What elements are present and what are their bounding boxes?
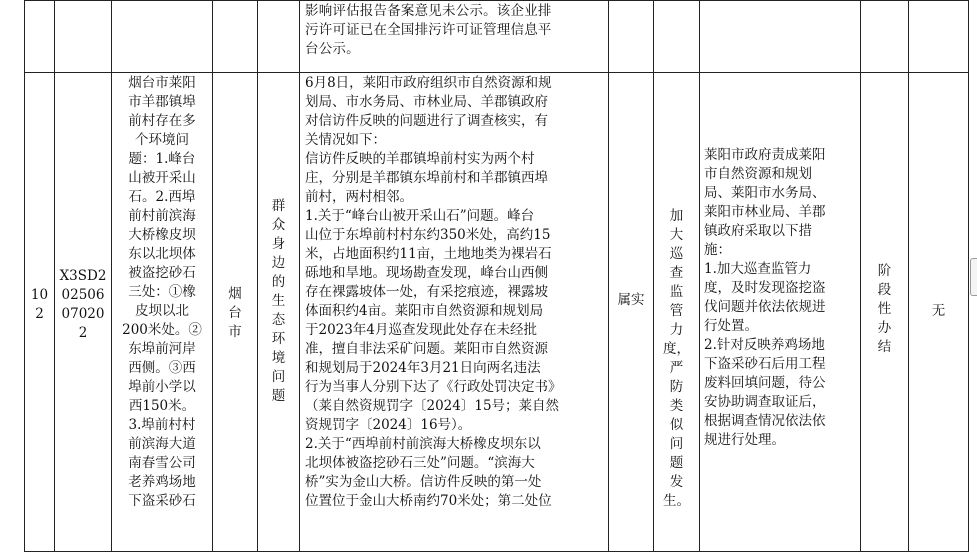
column-divider [608,0,609,552]
row-divider [24,72,969,73]
column-divider [699,0,700,552]
complaint-code: X3SD2 02506 07020 2 [59,268,107,341]
table-bottom-edge [24,551,969,552]
column-divider [908,0,909,552]
issue-category: 群 众 身 边 的 生 态 环 境 问 题 [271,198,286,404]
table-top-border [24,0,969,1]
column-divider [968,0,969,552]
column-divider [299,0,300,552]
column-divider [24,0,25,552]
column-divider [111,0,112,552]
investigation-details: 6月8日，莱阳市政府组织市自然资源和规 划局、市水务局、市林业局、羊郡镇政府 对信访件反映的问题进行了调查核实，有 关情况如下： 信访件反映的羊郡镇埠前村实为两个村 庄，分别是羊郡镇东埠前村和羊郡镇西埠 前村，两村相邻。 1.关于“峰台山被开采山石”问题。峰台 山位于东埠前村村东约350米处，高约15 米，占地面积约11亩，土地地类为裸岩石 砾地和旱地。现场勘查发现，峰台山西侧 存在裸露坡体一处，有采挖痕迹，裸露坡 体面积约4亩。莱阳市自然资源和规划局 于2023年4月巡查发现此处存在未经批 准，擅自非法采矿问题。莱阳市自然资源 和规划局于2024年3月21日向两名违法 行为当事人分别下达了《行政处罚决定书》 （莱自然资规罚字〔2024〕15号；莱自然 资规罚字〔2024〕16号）。 2.关于“西埠前村前滨海大桥橡皮坝东以 北坝体被盗挖砂石三处”问题。“滨海大 桥”实为金山大桥。信访件反映的第一处 位置位于金山大桥南约70米处；第二处位 [305,75,562,509]
remark: 无 [931,303,946,319]
region: 烟 台 市 [228,286,242,340]
accountability-measures: 莱阳市政府责成莱阳 市自然资源和规划 局、莱阳市水务局、 莱阳市林业局、羊郡 镇政府采取以下措 施： 1.加大巡查监管力 度，及时发现盗挖盗 伐问题并依法依规进 行处置。 2.针对反映养鸡场地 下盗采砂石后用工程 废料回填问题，待公 安协助调查取证后， 根据调查情况依法依 规进行处理。 [704,147,826,448]
handling-status: 阶 段 性 办 结 [877,263,892,355]
finding-result: 属实 [617,292,645,308]
column-divider [212,0,213,552]
row-index: 10 2 [30,287,49,322]
side-scroll-tab[interactable] [970,258,977,296]
prev-row-content: 影响评估报告备案意见未公示。该企业排 污许可证已在全国排污许可证管理信息平 台公示。 [305,3,552,57]
complaint-content: 烟台市莱阳 市羊郡镇埠 前村存在多 个环境问 题：1.峰台 山被开采山 石。2.西埠 前村前滨海 大桥橡皮坝 东以北坝体 被盗挖砂石 三处：①橡 皮坝以北 200米处。② 东埠前河岸 西侧。③西 埠前小学以 西150米。 3.埠前村村 前滨海大道 南春雪公司 老养鸡场地 下盗采砂石 [122,75,202,509]
rectification-measures: 加 大 巡 查 监 管 力 度， 严 防 类 似 问 题 发 生。 [663,208,690,509]
